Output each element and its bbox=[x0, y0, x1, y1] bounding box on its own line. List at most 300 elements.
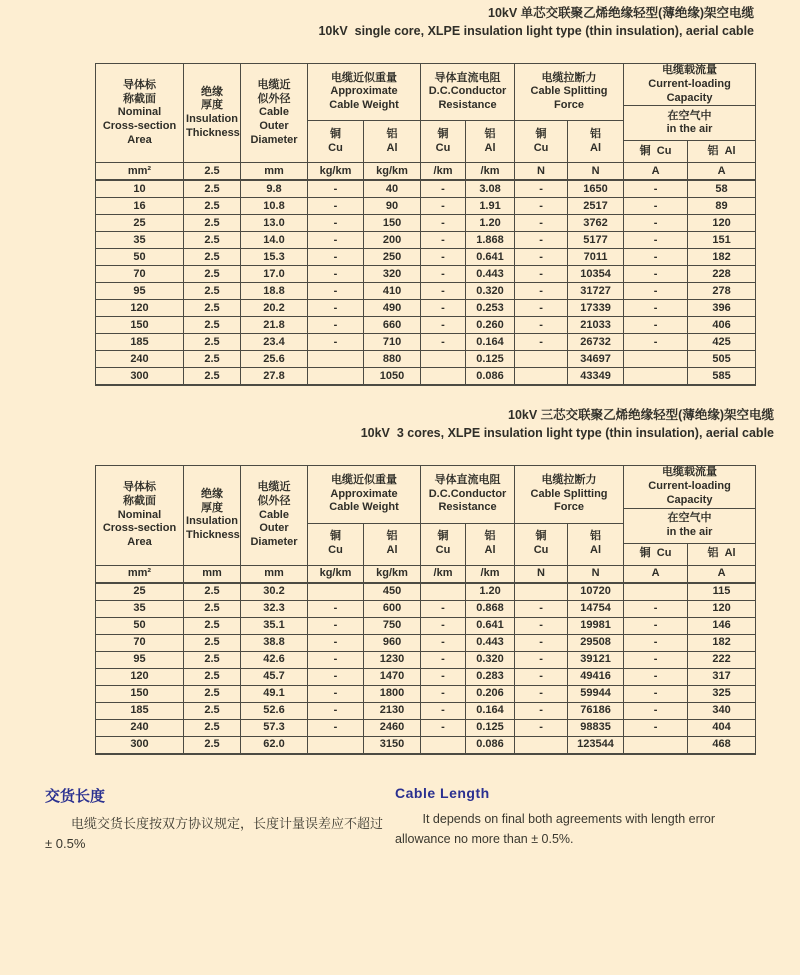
table-cell: 115 bbox=[688, 583, 756, 601]
table-row bbox=[96, 317, 756, 334]
table-cell: 62.0 bbox=[241, 736, 308, 754]
table-cell: - bbox=[624, 668, 688, 685]
table-cell: 200 bbox=[364, 232, 421, 249]
header-weight-al: 铝 Al bbox=[364, 523, 421, 565]
table-cell: 0.206 bbox=[466, 685, 515, 702]
table-cell: 396 bbox=[688, 300, 756, 317]
table-cell: - bbox=[515, 266, 568, 283]
header-thickness: 绝缘 厚度 Insulation Thickness bbox=[184, 64, 241, 163]
table-cell: - bbox=[308, 668, 364, 685]
table-cell: 0.868 bbox=[466, 600, 515, 617]
table-cell: - bbox=[624, 300, 688, 317]
table-cell: 76186 bbox=[568, 702, 624, 719]
table-cell bbox=[515, 351, 568, 368]
header-resistance-al: 铝 Al bbox=[466, 523, 515, 565]
table-row bbox=[96, 215, 756, 232]
table-cell: - bbox=[308, 600, 364, 617]
header-resistance-cu: 铜 Cu bbox=[421, 523, 466, 565]
table-cell: 2.5 bbox=[184, 368, 241, 386]
table-cell bbox=[308, 368, 364, 386]
table-cell: - bbox=[624, 719, 688, 736]
table-cell: 17.0 bbox=[241, 266, 308, 283]
table-cell: 31727 bbox=[568, 283, 624, 300]
table-cell: - bbox=[624, 215, 688, 232]
table-cell: - bbox=[515, 215, 568, 232]
table-cell: 45.7 bbox=[241, 668, 308, 685]
unit-cell: A bbox=[624, 163, 688, 181]
table-cell: 1.20 bbox=[466, 583, 515, 601]
table-cell: - bbox=[421, 634, 466, 651]
table-cell: 0.253 bbox=[466, 300, 515, 317]
header-capacity-cu: 铜 Cu bbox=[624, 141, 688, 163]
table-cell: 23.4 bbox=[241, 334, 308, 351]
table-cell: - bbox=[515, 232, 568, 249]
table-cell: 320 bbox=[364, 266, 421, 283]
header-weight-al: 铝 Al bbox=[364, 121, 421, 163]
unit-cell: N bbox=[568, 163, 624, 181]
table-cell: 120 bbox=[96, 668, 184, 685]
table-cell bbox=[515, 736, 568, 754]
table-cell: 240 bbox=[96, 351, 184, 368]
unit-cell: A bbox=[624, 565, 688, 583]
table-cell: - bbox=[515, 317, 568, 334]
table-cell: 2.5 bbox=[184, 583, 241, 601]
unit-cell: mm bbox=[241, 565, 308, 583]
unit-cell: A bbox=[688, 565, 756, 583]
table-cell: 2.5 bbox=[184, 702, 241, 719]
unit-cell: N bbox=[515, 163, 568, 181]
table-cell: 2.5 bbox=[184, 300, 241, 317]
table-cell: 2.5 bbox=[184, 617, 241, 634]
table-cell: - bbox=[421, 283, 466, 300]
table-cell: 3150 bbox=[364, 736, 421, 754]
unit-cell: mm bbox=[241, 163, 308, 181]
table-cell: 38.8 bbox=[241, 634, 308, 651]
table-cell: 185 bbox=[96, 702, 184, 719]
table-cell: - bbox=[421, 617, 466, 634]
header-resistance-group: 导体直流电阻 D.C.Conductor Resistance bbox=[421, 466, 515, 523]
table-cell: 468 bbox=[688, 736, 756, 754]
unit-cell: mm² bbox=[96, 565, 184, 583]
cable-length-zh bbox=[0, 785, 385, 856]
table-cell: 406 bbox=[688, 317, 756, 334]
table-cell: - bbox=[421, 685, 466, 702]
table-cell: - bbox=[515, 283, 568, 300]
table-cell: 89 bbox=[688, 198, 756, 215]
table-cell: 57.3 bbox=[241, 719, 308, 736]
table-cell: - bbox=[308, 719, 364, 736]
table-cell: - bbox=[624, 317, 688, 334]
table-cell: - bbox=[421, 334, 466, 351]
unit-cell: /km bbox=[466, 565, 515, 583]
header-capacity-al: 铝 Al bbox=[688, 141, 756, 163]
table-cell: 240 bbox=[96, 719, 184, 736]
unit-cell: mm² bbox=[96, 163, 184, 181]
table-cell: 32.3 bbox=[241, 600, 308, 617]
unit-cell: kg/km bbox=[308, 163, 364, 181]
table-row bbox=[96, 351, 756, 368]
table-cell: 340 bbox=[688, 702, 756, 719]
table-cell: 18.8 bbox=[241, 283, 308, 300]
table-cell: 2.5 bbox=[184, 317, 241, 334]
table-cell: 490 bbox=[364, 300, 421, 317]
table-cell: 278 bbox=[688, 283, 756, 300]
table-cell: - bbox=[515, 617, 568, 634]
table-cell: - bbox=[308, 702, 364, 719]
table-cell bbox=[624, 351, 688, 368]
table-row bbox=[96, 300, 756, 317]
table2-title bbox=[0, 407, 800, 442]
table-cell: 0.320 bbox=[466, 283, 515, 300]
table-cell: - bbox=[421, 651, 466, 668]
table-cell: 0.320 bbox=[466, 651, 515, 668]
table-cell: 35.1 bbox=[241, 617, 308, 634]
table2-title-zh: 10kV 三芯交联聚乙烯绝缘轻型(薄绝缘)架空电缆 bbox=[508, 408, 774, 423]
table-cell: 15.3 bbox=[241, 249, 308, 266]
table-cell: 404 bbox=[688, 719, 756, 736]
table-cell: 0.260 bbox=[466, 317, 515, 334]
table-row bbox=[96, 232, 756, 249]
header-thickness: 绝缘 厚度 Insulation Thickness bbox=[184, 466, 241, 565]
single-core-table-body bbox=[96, 163, 756, 386]
table-cell: 1470 bbox=[364, 668, 421, 685]
table-cell: 600 bbox=[364, 600, 421, 617]
table-cell: 50 bbox=[96, 617, 184, 634]
table-cell: 151 bbox=[688, 232, 756, 249]
table-cell: - bbox=[515, 300, 568, 317]
table-cell: 228 bbox=[688, 266, 756, 283]
table1-title bbox=[0, 0, 800, 40]
table-cell: - bbox=[624, 651, 688, 668]
table-cell: - bbox=[308, 266, 364, 283]
table-cell: 2.5 bbox=[184, 668, 241, 685]
header-in-air: 在空气中 in the air bbox=[624, 508, 756, 543]
unit-cell: N bbox=[568, 565, 624, 583]
table-row bbox=[96, 702, 756, 719]
table-cell: 16 bbox=[96, 198, 184, 215]
unit-cell: /km bbox=[466, 163, 515, 181]
table-row bbox=[96, 368, 756, 386]
table-cell: - bbox=[421, 232, 466, 249]
table-cell: 0.086 bbox=[466, 368, 515, 386]
table-cell bbox=[515, 583, 568, 601]
table-cell: - bbox=[624, 283, 688, 300]
table-cell: 2.5 bbox=[184, 719, 241, 736]
table-cell: 450 bbox=[364, 583, 421, 601]
table-cell: - bbox=[421, 300, 466, 317]
table-cell: 49416 bbox=[568, 668, 624, 685]
table-cell: 17339 bbox=[568, 300, 624, 317]
table-cell: 43349 bbox=[568, 368, 624, 386]
table-cell: 146 bbox=[688, 617, 756, 634]
table-cell: 0.164 bbox=[466, 702, 515, 719]
cable-length-section bbox=[0, 785, 800, 856]
table-cell: - bbox=[421, 180, 466, 198]
table-cell: - bbox=[421, 266, 466, 283]
table-cell: 2.5 bbox=[184, 651, 241, 668]
table-cell: - bbox=[421, 600, 466, 617]
table-row bbox=[96, 617, 756, 634]
table-cell: 182 bbox=[688, 249, 756, 266]
table-cell: 150 bbox=[96, 685, 184, 702]
table-cell: - bbox=[515, 334, 568, 351]
single-core-cable-table bbox=[95, 63, 756, 386]
table-cell: 10354 bbox=[568, 266, 624, 283]
header-force-al: 铝 Al bbox=[568, 121, 624, 163]
table2-title-en: 10kV 3 cores, XLPE insulation light type (thin insulation), aerial cable bbox=[360, 425, 774, 440]
header-resistance-group: 导体直流电阻 D.C.Conductor Resistance bbox=[421, 64, 515, 121]
table-cell: 25 bbox=[96, 215, 184, 232]
table-cell: 59944 bbox=[568, 685, 624, 702]
table-cell bbox=[515, 368, 568, 386]
table-cell: 2.5 bbox=[184, 215, 241, 232]
table-cell bbox=[421, 736, 466, 754]
table-cell: - bbox=[624, 180, 688, 198]
table-cell: - bbox=[421, 215, 466, 232]
table-cell: 325 bbox=[688, 685, 756, 702]
table-cell: 34697 bbox=[568, 351, 624, 368]
table-cell: - bbox=[308, 651, 364, 668]
table-cell: 25.6 bbox=[241, 351, 308, 368]
table-cell: 2460 bbox=[364, 719, 421, 736]
table-cell: 2.5 bbox=[184, 634, 241, 651]
header-force-group: 电缆拉断力 Cable Splitting Force bbox=[515, 64, 624, 121]
table-cell: 150 bbox=[364, 215, 421, 232]
table-cell: 3.08 bbox=[466, 180, 515, 198]
units-row bbox=[96, 163, 756, 181]
table-row bbox=[96, 651, 756, 668]
table-cell: - bbox=[624, 702, 688, 719]
cable-length-en-heading: Cable Length bbox=[395, 784, 490, 801]
table-cell: - bbox=[421, 668, 466, 685]
table-cell: - bbox=[515, 600, 568, 617]
table-cell: 58 bbox=[688, 180, 756, 198]
table-cell: 10.8 bbox=[241, 198, 308, 215]
header-capacity-al: 铝 Al bbox=[688, 543, 756, 565]
table-cell: - bbox=[421, 198, 466, 215]
table-cell: 2517 bbox=[568, 198, 624, 215]
table-cell bbox=[421, 583, 466, 601]
table-cell: 2.5 bbox=[184, 600, 241, 617]
table-cell: 120 bbox=[688, 600, 756, 617]
table-cell: - bbox=[624, 617, 688, 634]
table-cell: - bbox=[421, 719, 466, 736]
table-cell bbox=[308, 583, 364, 601]
table-cell: 27.8 bbox=[241, 368, 308, 386]
table-cell: 182 bbox=[688, 634, 756, 651]
table-row bbox=[96, 668, 756, 685]
table-cell: 2.5 bbox=[184, 249, 241, 266]
table-cell: - bbox=[308, 180, 364, 198]
table-cell: - bbox=[308, 300, 364, 317]
table-cell: 505 bbox=[688, 351, 756, 368]
table-cell: - bbox=[308, 317, 364, 334]
table-cell: 50 bbox=[96, 249, 184, 266]
table-cell: - bbox=[308, 283, 364, 300]
table-cell: 2130 bbox=[364, 702, 421, 719]
table-cell: 95 bbox=[96, 651, 184, 668]
table-cell: 300 bbox=[96, 736, 184, 754]
table1-title-zh: 10kV 单芯交联聚乙烯绝缘轻型(薄绝缘)架空电缆 bbox=[488, 6, 754, 20]
table-cell: 95 bbox=[96, 283, 184, 300]
table-cell bbox=[624, 736, 688, 754]
table-cell: 2.5 bbox=[184, 736, 241, 754]
table-cell: 52.6 bbox=[241, 702, 308, 719]
unit-cell: N bbox=[515, 565, 568, 583]
table-cell: 222 bbox=[688, 651, 756, 668]
table-cell: 710 bbox=[364, 334, 421, 351]
table-cell: - bbox=[515, 719, 568, 736]
table-cell: 0.443 bbox=[466, 634, 515, 651]
table-cell: - bbox=[421, 317, 466, 334]
table-cell: 2.5 bbox=[184, 180, 241, 198]
table-cell: 0.125 bbox=[466, 351, 515, 368]
table-cell: 39121 bbox=[568, 651, 624, 668]
units-row bbox=[96, 565, 756, 583]
table-cell: - bbox=[624, 600, 688, 617]
table-cell: 10 bbox=[96, 180, 184, 198]
header-diameter: 电缆近 似外径 Cable Outer Diameter bbox=[241, 64, 308, 163]
table-cell: 2.5 bbox=[184, 334, 241, 351]
cable-length-zh-body: 电缆交货长度按双方协议规定，长度计量误差应不超过 ± 0.5% bbox=[45, 815, 384, 852]
table-cell: 3762 bbox=[568, 215, 624, 232]
table-cell: - bbox=[624, 266, 688, 283]
cable-length-en bbox=[385, 785, 770, 856]
table-cell: 0.443 bbox=[466, 266, 515, 283]
table-cell: 14.0 bbox=[241, 232, 308, 249]
header-force-group: 电缆拉断力 Cable Splitting Force bbox=[515, 466, 624, 523]
table-cell: 14754 bbox=[568, 600, 624, 617]
table-cell: - bbox=[308, 198, 364, 215]
table-cell: 1.91 bbox=[466, 198, 515, 215]
table-cell bbox=[308, 351, 364, 368]
table-cell bbox=[624, 583, 688, 601]
table-cell: 425 bbox=[688, 334, 756, 351]
table-cell: - bbox=[624, 198, 688, 215]
table-cell: 20.2 bbox=[241, 300, 308, 317]
table-cell: 960 bbox=[364, 634, 421, 651]
table-cell: - bbox=[421, 249, 466, 266]
table-cell: 1.20 bbox=[466, 215, 515, 232]
table-cell: - bbox=[515, 198, 568, 215]
table-cell: 120 bbox=[96, 300, 184, 317]
table-cell: 750 bbox=[364, 617, 421, 634]
table-cell: 660 bbox=[364, 317, 421, 334]
table-cell: 35 bbox=[96, 600, 184, 617]
cable-length-zh-heading: 交货长度 bbox=[45, 787, 106, 805]
table-cell: 0.125 bbox=[466, 719, 515, 736]
header-resistance-cu: 铜 Cu bbox=[421, 121, 466, 163]
table-cell: 9.8 bbox=[241, 180, 308, 198]
unit-cell: mm bbox=[184, 565, 241, 583]
header-weight-cu: 铜 Cu bbox=[308, 121, 364, 163]
table-cell: 0.641 bbox=[466, 617, 515, 634]
table-row bbox=[96, 249, 756, 266]
table-cell: 150 bbox=[96, 317, 184, 334]
cable-length-en-body: It depends on final both agreements with length error allowance no more than ± 0.5%. bbox=[395, 811, 716, 846]
table-cell bbox=[624, 368, 688, 386]
header-weight-cu: 铜 Cu bbox=[308, 523, 364, 565]
header-resistance-al: 铝 Al bbox=[466, 121, 515, 163]
table-cell: 185 bbox=[96, 334, 184, 351]
unit-cell: kg/km bbox=[364, 163, 421, 181]
table-cell: - bbox=[308, 232, 364, 249]
table-cell: 880 bbox=[364, 351, 421, 368]
table-cell: 30.2 bbox=[241, 583, 308, 601]
table-cell: - bbox=[515, 651, 568, 668]
table-cell: 2.5 bbox=[184, 198, 241, 215]
table-cell bbox=[421, 351, 466, 368]
header-area: 导体标 称截面 Nominal Cross-section Area bbox=[96, 64, 184, 163]
header-capacity-cu: 铜 Cu bbox=[624, 543, 688, 565]
table-cell: 1230 bbox=[364, 651, 421, 668]
table-cell: 123544 bbox=[568, 736, 624, 754]
table-cell: 1.868 bbox=[466, 232, 515, 249]
table-cell: 250 bbox=[364, 249, 421, 266]
header-force-cu: 铜 Cu bbox=[515, 121, 568, 163]
table-row bbox=[96, 736, 756, 754]
unit-cell: kg/km bbox=[364, 565, 421, 583]
three-core-table-body bbox=[96, 565, 756, 754]
table-cell: 70 bbox=[96, 266, 184, 283]
table-cell: 1650 bbox=[568, 180, 624, 198]
unit-cell: /km bbox=[421, 565, 466, 583]
table-cell: - bbox=[624, 249, 688, 266]
table-cell: 1800 bbox=[364, 685, 421, 702]
header-capacity-group: 电缆载流量 Current-loading Capacity bbox=[624, 64, 756, 106]
table-row bbox=[96, 283, 756, 300]
table-cell: - bbox=[515, 702, 568, 719]
table-cell: 21.8 bbox=[241, 317, 308, 334]
table-cell bbox=[308, 736, 364, 754]
table-cell: - bbox=[308, 334, 364, 351]
unit-cell: /km bbox=[421, 163, 466, 181]
table-cell: - bbox=[308, 685, 364, 702]
table-cell: 26732 bbox=[568, 334, 624, 351]
table-cell: 7011 bbox=[568, 249, 624, 266]
three-core-cable-table bbox=[95, 465, 756, 754]
header-weight-group: 电缆近似重量 Approximate Cable Weight bbox=[308, 466, 421, 523]
table-cell: 42.6 bbox=[241, 651, 308, 668]
table-cell: 1050 bbox=[364, 368, 421, 386]
table-cell: 90 bbox=[364, 198, 421, 215]
table-cell: - bbox=[421, 702, 466, 719]
table-cell: - bbox=[515, 634, 568, 651]
table-cell: - bbox=[624, 634, 688, 651]
header-force-al: 铝 Al bbox=[568, 523, 624, 565]
table-cell: - bbox=[515, 668, 568, 685]
table-cell: 410 bbox=[364, 283, 421, 300]
table-cell: 13.0 bbox=[241, 215, 308, 232]
table-cell: - bbox=[308, 617, 364, 634]
table-row bbox=[96, 634, 756, 651]
table-cell bbox=[421, 368, 466, 386]
header-in-air: 在空气中 in the air bbox=[624, 106, 756, 141]
table-cell: - bbox=[308, 249, 364, 266]
table-cell: 98835 bbox=[568, 719, 624, 736]
table-cell: - bbox=[308, 215, 364, 232]
table-cell: 19981 bbox=[568, 617, 624, 634]
table-cell: 49.1 bbox=[241, 685, 308, 702]
table-cell: 0.283 bbox=[466, 668, 515, 685]
header-force-cu: 铜 Cu bbox=[515, 523, 568, 565]
table-cell: - bbox=[624, 685, 688, 702]
table-row bbox=[96, 198, 756, 215]
table-cell: 0.641 bbox=[466, 249, 515, 266]
table-row bbox=[96, 719, 756, 736]
unit-cell: kg/km bbox=[308, 565, 364, 583]
table-cell: 585 bbox=[688, 368, 756, 386]
